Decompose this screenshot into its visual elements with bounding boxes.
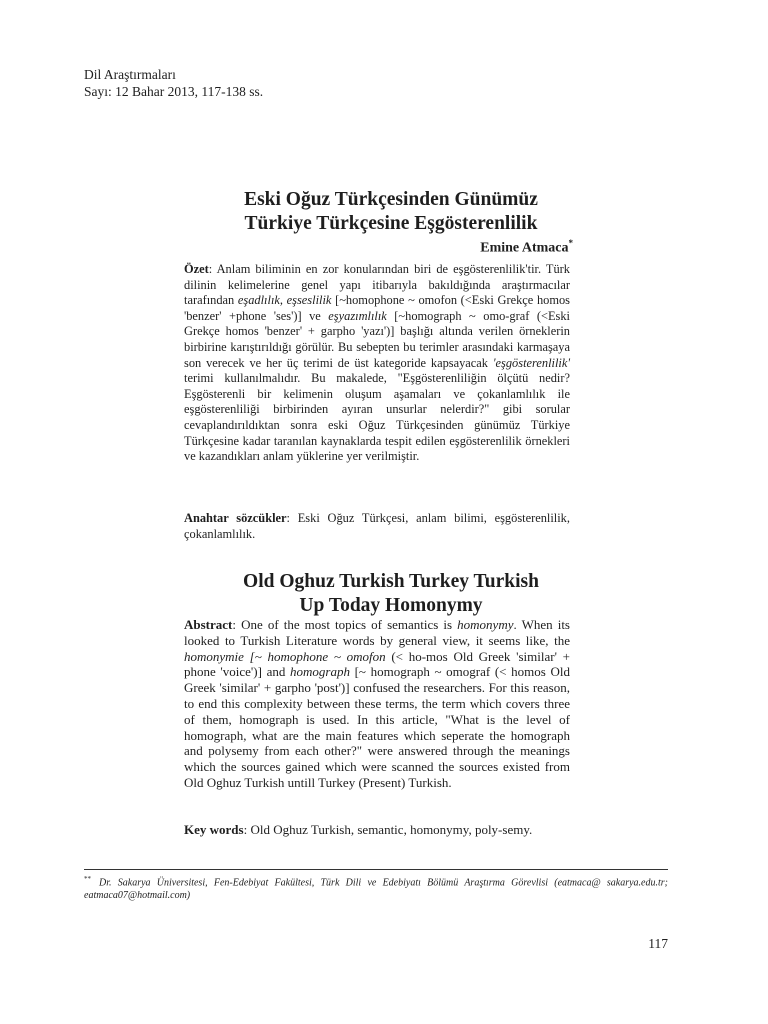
footnote-divider <box>84 869 668 870</box>
anahtar-text: : Eski Oğuz Türkçesi, anlam bilimi, eşgösterenlilik, çokanlamlılık. <box>184 511 570 541</box>
abstract-italic-1: homonymy <box>457 617 514 632</box>
anahtar-sozcukler <box>184 511 570 542</box>
abstract-text-4: [~ homograph ~ omograf (< homos Old Greek 'similar' + garpho 'post')] confused the researchers. For this reason, to end this complexity between these terms, the term which covers three of them, homograph is used. In this article, "What is the level of homograph, what are the main features which seperate the homograph and polysemy from each other?" were answered through the meanings which the sources gained which were scanned the sources existed from Old Oghuz Turkish untill Turkey (Present) Turkish. <box>184 664 570 790</box>
ozet-text-3: [~homograph ~ omo-graf (<Eski Grekçe homos 'benzer' + garpho 'yazı')] başlığı altında verilen örneklerin birbirine karıştırıldığı görülür. Bu sebepten bu terimler arasındaki karmaşaya son verecek ve her üç terimi de üst kategoride kapsayacak <box>184 308 570 370</box>
abstract-text-1: : One of the most topics of semantics is <box>232 617 458 632</box>
title-tr-line2: Türkiye Türkçesine Eşgösterenlilik <box>244 213 538 234</box>
title-tr-line1: Eski Oğuz Türkçesinden Günümüz <box>244 189 538 210</box>
abstract-italic-2: homonymie [~ homophone ~ omofon <box>184 648 386 664</box>
abstract-paragraph <box>184 617 570 791</box>
ozet-italic-3: 'eşgösterenlilik' <box>492 355 570 370</box>
author <box>480 238 573 257</box>
footnote-text: Dr. Sakarya Üniversitesi, Fen-Edebiyat Fakültesi, Türk Dili ve Edebiyatı Bölümü Araştırma Görevlisi (eatmaca@ sakarya.edu.tr; eatmaca07@hotmail.com) <box>84 877 668 902</box>
anahtar-label: Anahtar sözcükler <box>184 511 287 525</box>
ozet-paragraph <box>184 262 570 465</box>
keywords-text: : Old Oghuz Turkish, semantic, homonymy, poly-semy. <box>243 822 533 837</box>
ozet-text-1: : Anlam biliminin en zor konularından biri de eşgösterenlilik'tir. Türk dilinin kelimelerine genel yapı itibarıyla bakıldığında araştırmacılar tarafından <box>184 262 570 308</box>
key-words <box>184 822 570 838</box>
page-number: 117 <box>648 936 668 951</box>
article-title-english <box>150 570 632 618</box>
ozet-italic-2: eşyazımlılık <box>328 308 387 323</box>
abstract-italic-3: homograph <box>290 664 350 680</box>
footnote-mark: ** <box>84 875 91 883</box>
keywords-label: Key words <box>184 822 244 837</box>
ozet-label: Özet <box>184 262 209 276</box>
running-header <box>84 66 263 100</box>
ozet-italic-1: eşadlılık, eşseslilik <box>237 293 332 308</box>
title-en-line1: Old Oghuz Turkish Turkey Turkish <box>243 571 539 592</box>
article-title-turkish <box>150 188 632 236</box>
author-name: Emine Atmaca <box>480 240 569 256</box>
footnote <box>84 873 668 902</box>
title-en-line2: Up Today Homonymy <box>299 595 483 616</box>
ozet-text-4: terimi kullanılmalıdır. Bu makalede, "Eşgösterenliliğin ölçütü nedir? Eşgösterenli bir kelimenin oluşum aşamaları ve çokanlamlılık ile eşgösterenliliği birbirinden ayıran unsurlar nelerdir?" gibi sorular cevaplandırıldıktan sonra eski Oğuz Türkçesinden günümüz Türkiye Türkçesine kadar taranılan kaynaklarda tespit edilen eşgösterenlilik örnekleri ve kazandıkları anlam yüklerine yer verilmiştir. <box>184 371 570 464</box>
ozet-text-2: [~homophone ~ omofon (<Eski Grekçe homos 'benzer' +phone 'ses')] ve <box>184 293 570 323</box>
issue-info: Sayı: 12 Bahar 2013, 117-138 ss. <box>84 84 264 99</box>
author-footnote-mark: * <box>568 238 573 248</box>
abstract-text-3: (< ho-mos Old Greek 'similar' + phone 'voice')] and <box>184 648 570 680</box>
abstract-label: Abstract <box>184 617 233 632</box>
journal-name: Dil Araştırmaları <box>84 67 176 82</box>
abstract-text-2: . When its looked to Turkish Literature words by general view, it seems like, the <box>184 617 570 648</box>
